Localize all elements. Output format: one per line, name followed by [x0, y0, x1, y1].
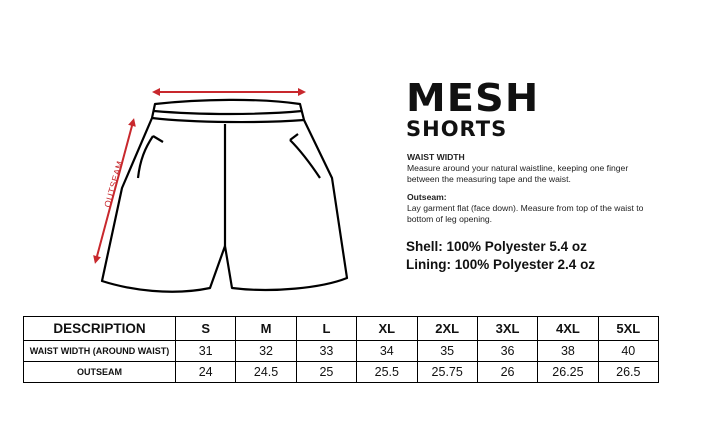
description-header: DESCRIPTION — [24, 317, 176, 341]
table-cell: 33 — [296, 341, 356, 362]
table-cell: 26 — [477, 362, 537, 383]
table-cell: 25 — [296, 362, 356, 383]
table-cell: 40 — [598, 341, 658, 362]
table-cell: 34 — [357, 341, 417, 362]
table-cell: 24.5 — [236, 362, 296, 383]
outseam-heading: Outseam: — [407, 192, 447, 202]
size-header: 4XL — [538, 317, 598, 341]
waist-width-info — [407, 152, 647, 185]
table-cell: 36 — [477, 341, 537, 362]
table-cell: 32 — [236, 341, 296, 362]
size-chart-table — [23, 316, 659, 383]
size-header: XL — [357, 317, 417, 341]
waist-width-heading: WAIST WIDTH — [407, 152, 465, 162]
size-header: 2XL — [417, 317, 477, 341]
size-header: S — [176, 317, 236, 341]
table-cell: 24 — [176, 362, 236, 383]
table-cell: 35 — [417, 341, 477, 362]
title-mesh: MESH — [406, 76, 540, 120]
size-header: 5XL — [598, 317, 658, 341]
table-row-waist-width — [24, 341, 659, 362]
row-label: WAIST WIDTH (AROUND WAIST) — [24, 341, 176, 362]
waist-width-text: Measure around your natural waistline, keeping one finger between the measuring tape and the waist. — [407, 163, 629, 184]
table-header-row — [24, 317, 659, 341]
table-cell: 38 — [538, 341, 598, 362]
lining-material: Lining: 100% Polyester 2.4 oz — [406, 257, 596, 272]
row-label: OUTSEAM — [24, 362, 176, 383]
table-cell: 26.5 — [598, 362, 658, 383]
title-shorts: SHORTS — [406, 117, 508, 141]
size-header: M — [236, 317, 296, 341]
shorts-outline — [102, 100, 347, 292]
outseam-label: OUTSEAM — [102, 159, 126, 209]
table-cell: 31 — [176, 341, 236, 362]
table-cell: 26.25 — [538, 362, 598, 383]
outseam-text: Lay garment flat (face down). Measure from top of the waist to bottom of leg opening. — [407, 203, 644, 224]
shorts-illustration — [60, 78, 390, 318]
size-header: 3XL — [477, 317, 537, 341]
outseam-info — [407, 192, 647, 225]
table-row-outseam — [24, 362, 659, 383]
shell-material: Shell: 100% Polyester 5.4 oz — [406, 239, 587, 254]
table-cell: 25.5 — [357, 362, 417, 383]
table-cell: 25.75 — [417, 362, 477, 383]
size-header: L — [296, 317, 356, 341]
